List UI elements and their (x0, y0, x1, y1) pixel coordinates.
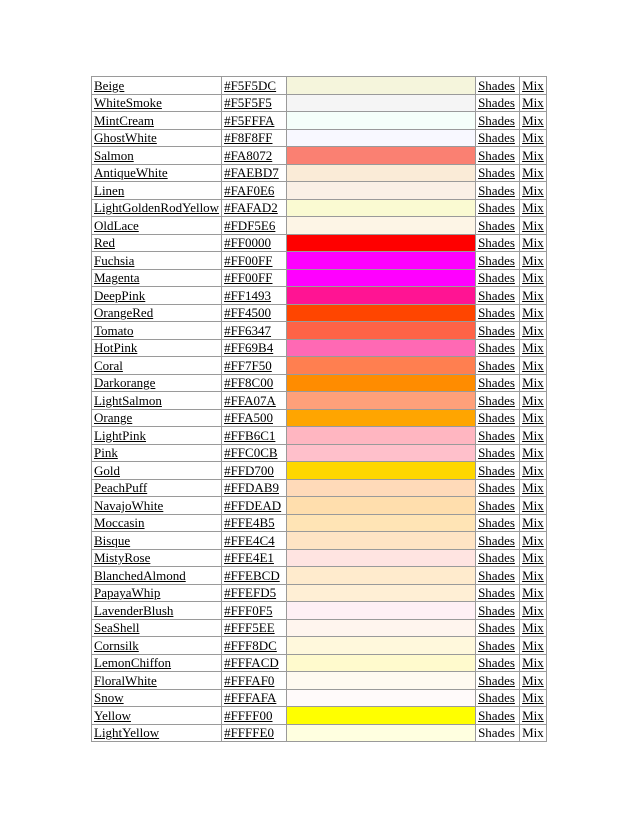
mix-link[interactable]: Mix (520, 409, 547, 427)
color-hex-link[interactable]: #FF00FF (222, 252, 287, 270)
mix-link[interactable]: Mix (520, 549, 547, 567)
mix-link[interactable]: Mix (520, 322, 547, 340)
color-swatch (287, 357, 475, 374)
color-hex-link[interactable]: #FFEBCD (222, 567, 287, 585)
color-swatch (287, 112, 475, 129)
table-row (92, 182, 547, 200)
table-row (92, 147, 547, 165)
mix-link[interactable]: Mix (520, 654, 547, 672)
table-row (92, 409, 547, 427)
shades-link[interactable]: Shades (476, 637, 520, 655)
color-swatch (287, 480, 475, 497)
shades-link[interactable]: Shades (476, 689, 520, 707)
color-name-link[interactable]: WhiteSmoke (92, 94, 222, 112)
mix-link[interactable]: Mix (520, 619, 547, 637)
mix-link[interactable]: Mix (520, 94, 547, 112)
color-hex-link[interactable]: #FAEBD7 (222, 164, 287, 182)
color-swatch-cell (287, 322, 476, 340)
color-swatch (287, 550, 475, 567)
table-row (92, 112, 547, 130)
color-name-link[interactable]: OrangeRed (92, 304, 222, 322)
color-swatch-cell (287, 497, 476, 515)
color-name-link[interactable]: Coral (92, 357, 222, 375)
color-swatch (287, 287, 475, 304)
color-name-link[interactable]: LightGoldenRodYellow (92, 199, 222, 217)
mix-link[interactable]: Mix (520, 287, 547, 305)
shades-link[interactable]: Shades (476, 164, 520, 182)
color-swatch (287, 165, 475, 182)
table-row (92, 304, 547, 322)
color-swatch (287, 725, 475, 742)
table-row (92, 497, 547, 515)
color-hex-link[interactable]: #FFEFD5 (222, 584, 287, 602)
shades-link[interactable]: Shades (476, 392, 520, 410)
color-swatch-cell (287, 654, 476, 672)
mix-link[interactable]: Mix (520, 199, 547, 217)
color-swatch-cell (287, 164, 476, 182)
color-swatch (287, 690, 475, 707)
color-swatch-cell (287, 269, 476, 287)
color-hex-link[interactable]: #FFF5EE (222, 619, 287, 637)
color-name-link[interactable]: Snow (92, 689, 222, 707)
color-swatch-cell (287, 462, 476, 480)
color-name-link[interactable]: MistyRose (92, 549, 222, 567)
color-name-link[interactable]: OldLace (92, 217, 222, 235)
shades-link[interactable]: Shades (476, 514, 520, 532)
color-hex-link[interactable]: #FF7F50 (222, 357, 287, 375)
color-name-link[interactable]: Beige (92, 77, 222, 95)
shades-link[interactable]: Shades (476, 304, 520, 322)
shades-link[interactable]: Shades (476, 602, 520, 620)
color-name-link[interactable]: AntiqueWhite (92, 164, 222, 182)
color-hex-link[interactable]: #FFE4B5 (222, 514, 287, 532)
color-swatch-cell (287, 409, 476, 427)
color-hex-link[interactable]: #FF6347 (222, 322, 287, 340)
color-swatch-cell (287, 77, 476, 95)
color-swatch-cell (287, 637, 476, 655)
shades-link[interactable]: Shades (476, 322, 520, 340)
shades-link[interactable]: Shades (476, 549, 520, 567)
shades-link[interactable]: Shades (476, 619, 520, 637)
color-swatch (287, 305, 475, 322)
shades-link[interactable]: Shades (476, 129, 520, 147)
table-row (92, 252, 547, 270)
mix-link[interactable]: Mix (520, 129, 547, 147)
color-swatch (287, 147, 475, 164)
color-name-link[interactable]: LemonChiffon (92, 654, 222, 672)
color-swatch (287, 707, 475, 724)
shades-link[interactable]: Shades (476, 444, 520, 462)
mix-link[interactable]: Mix (520, 392, 547, 410)
mix-link[interactable]: Mix (520, 707, 547, 725)
color-swatch-cell (287, 112, 476, 130)
color-name-link[interactable]: MintCream (92, 112, 222, 130)
table-row (92, 602, 547, 620)
color-hex-link[interactable]: #FFB6C1 (222, 427, 287, 445)
table-row (92, 94, 547, 112)
mix-link[interactable]: Mix (520, 252, 547, 270)
color-swatch-cell (287, 514, 476, 532)
color-hex-link[interactable]: #FFFF00 (222, 707, 287, 725)
color-swatch-cell (287, 304, 476, 322)
color-hex-link[interactable]: #FFF0F5 (222, 602, 287, 620)
mix-link[interactable]: Mix (520, 689, 547, 707)
color-swatch-cell (287, 94, 476, 112)
color-swatch-cell (287, 182, 476, 200)
color-name-link[interactable]: Yellow (92, 707, 222, 725)
color-swatch-cell (287, 549, 476, 567)
color-name-link[interactable]: GhostWhite (92, 129, 222, 147)
shades-link[interactable]: Shades (476, 269, 520, 287)
color-swatch-cell (287, 724, 476, 742)
mix-link[interactable]: Mix (520, 532, 547, 550)
shades-link[interactable]: Shades (476, 287, 520, 305)
color-hex-link[interactable]: #FF1493 (222, 287, 287, 305)
color-swatch-cell (287, 619, 476, 637)
color-hex-link[interactable]: #FFFFE0 (222, 724, 287, 742)
color-name-link[interactable]: Orange (92, 409, 222, 427)
mix-link[interactable]: Mix (520, 182, 547, 200)
table-row (92, 514, 547, 532)
table-row (92, 357, 547, 375)
mix-link[interactable]: Mix (520, 234, 547, 252)
table-row (92, 199, 547, 217)
mix-link[interactable]: Mix (520, 339, 547, 357)
shades-link[interactable]: Shades (476, 584, 520, 602)
shades-link[interactable]: Shades (476, 462, 520, 480)
color-swatch-cell (287, 479, 476, 497)
table-row (92, 444, 547, 462)
color-hex-link[interactable]: #FFFAF0 (222, 672, 287, 690)
color-swatch (287, 655, 475, 672)
table-row (92, 234, 547, 252)
shades-link[interactable]: Shades (476, 112, 520, 130)
color-swatch (287, 252, 475, 269)
color-swatch (287, 637, 475, 654)
color-hex-link[interactable]: #F5FFFA (222, 112, 287, 130)
color-swatch-cell (287, 374, 476, 392)
shades-link[interactable]: Shades (476, 339, 520, 357)
mix-label: Mix (520, 724, 547, 742)
shades-link[interactable]: Shades (476, 409, 520, 427)
color-name-link[interactable]: Magenta (92, 269, 222, 287)
color-swatch-cell (287, 689, 476, 707)
color-name-link[interactable]: PeachPuff (92, 479, 222, 497)
mix-link[interactable]: Mix (520, 672, 547, 690)
color-name-link[interactable]: NavajoWhite (92, 497, 222, 515)
color-swatch (287, 672, 475, 689)
color-name-link[interactable]: Bisque (92, 532, 222, 550)
shades-link[interactable]: Shades (476, 707, 520, 725)
mix-link[interactable]: Mix (520, 112, 547, 130)
color-name-link[interactable]: Pink (92, 444, 222, 462)
table-row (92, 374, 547, 392)
color-swatch (287, 532, 475, 549)
table-row (92, 427, 547, 445)
color-swatch (287, 567, 475, 584)
color-swatch-cell (287, 217, 476, 235)
color-swatch (287, 77, 475, 94)
table-row (92, 532, 547, 550)
shades-link[interactable]: Shades (476, 182, 520, 200)
table-row (92, 707, 547, 725)
mix-link[interactable]: Mix (520, 444, 547, 462)
color-swatch (287, 130, 475, 147)
mix-link[interactable]: Mix (520, 462, 547, 480)
table-row (92, 549, 547, 567)
color-hex-link[interactable]: #F5F5DC (222, 77, 287, 95)
color-hex-link[interactable]: #FFA500 (222, 409, 287, 427)
color-swatch (287, 217, 475, 234)
color-name-link[interactable]: LightYellow (92, 724, 222, 742)
color-hex-link[interactable]: #FAFAD2 (222, 199, 287, 217)
table-row (92, 269, 547, 287)
color-hex-link[interactable]: #FFFACD (222, 654, 287, 672)
color-hex-link[interactable]: #FFDEAD (222, 497, 287, 515)
mix-link[interactable]: Mix (520, 164, 547, 182)
color-swatch (287, 620, 475, 637)
color-swatch (287, 497, 475, 514)
table-row (92, 567, 547, 585)
color-name-link[interactable]: Red (92, 234, 222, 252)
color-swatch-cell (287, 567, 476, 585)
color-hex-link[interactable]: #FFD700 (222, 462, 287, 480)
shades-link[interactable]: Shades (476, 234, 520, 252)
mix-link[interactable]: Mix (520, 77, 547, 95)
color-swatch-cell (287, 602, 476, 620)
color-swatch (287, 445, 475, 462)
table-row (92, 724, 547, 742)
color-hex-link[interactable]: #FA8072 (222, 147, 287, 165)
mix-link[interactable]: Mix (520, 147, 547, 165)
color-name-link[interactable]: PapayaWhip (92, 584, 222, 602)
color-name-link[interactable]: LavenderBlush (92, 602, 222, 620)
shades-link[interactable]: Shades (476, 94, 520, 112)
color-hex-link[interactable]: #F8F8FF (222, 129, 287, 147)
color-swatch (287, 322, 475, 339)
table-row (92, 129, 547, 147)
color-swatch (287, 515, 475, 532)
table-row (92, 619, 547, 637)
mix-link[interactable]: Mix (520, 304, 547, 322)
color-swatch (287, 95, 475, 112)
color-rows (92, 77, 547, 742)
table-row (92, 654, 547, 672)
color-swatch (287, 427, 475, 444)
table-row (92, 672, 547, 690)
color-swatch (287, 182, 475, 199)
color-swatch (287, 602, 475, 619)
mix-link[interactable]: Mix (520, 584, 547, 602)
color-hex-link[interactable]: #FF4500 (222, 304, 287, 322)
shades-link[interactable]: Shades (476, 427, 520, 445)
shades-link[interactable]: Shades (476, 567, 520, 585)
table-row (92, 392, 547, 410)
mix-link[interactable]: Mix (520, 497, 547, 515)
table-row (92, 287, 547, 305)
table-row (92, 77, 547, 95)
table-row (92, 322, 547, 340)
color-hex-link[interactable]: #FF0000 (222, 234, 287, 252)
color-hex-link[interactable]: #FFA07A (222, 392, 287, 410)
table-row (92, 479, 547, 497)
color-name-link[interactable]: BlanchedAlmond (92, 567, 222, 585)
color-swatch (287, 200, 475, 217)
color-swatch-cell (287, 427, 476, 445)
mix-link[interactable]: Mix (520, 427, 547, 445)
color-swatch (287, 585, 475, 602)
color-swatch-cell (287, 339, 476, 357)
color-hex-link[interactable]: #FFE4C4 (222, 532, 287, 550)
table-row (92, 217, 547, 235)
color-name-link[interactable]: Salmon (92, 147, 222, 165)
table-row (92, 164, 547, 182)
color-hex-link[interactable]: #FF00FF (222, 269, 287, 287)
mix-link[interactable]: Mix (520, 269, 547, 287)
color-name-link[interactable]: Darkorange (92, 374, 222, 392)
color-name-link[interactable]: SeaShell (92, 619, 222, 637)
color-hex-link[interactable]: #FFC0CB (222, 444, 287, 462)
shades-link[interactable]: Shades (476, 252, 520, 270)
color-hex-link[interactable]: #FFDAB9 (222, 479, 287, 497)
shades-link[interactable]: Shades (476, 479, 520, 497)
mix-link[interactable]: Mix (520, 567, 547, 585)
color-swatch-cell (287, 147, 476, 165)
color-name-link[interactable]: Tomato (92, 322, 222, 340)
color-swatch-cell (287, 532, 476, 550)
color-swatch-cell (287, 252, 476, 270)
color-hex-link[interactable]: #FFF8DC (222, 637, 287, 655)
shades-link[interactable]: Shades (476, 654, 520, 672)
color-hex-link[interactable]: #FFE4E1 (222, 549, 287, 567)
color-name-link[interactable]: Fuchsia (92, 252, 222, 270)
color-name-link[interactable]: FloralWhite (92, 672, 222, 690)
mix-link[interactable]: Mix (520, 374, 547, 392)
color-hex-link[interactable]: #FFFAFA (222, 689, 287, 707)
color-swatch-cell (287, 357, 476, 375)
color-name-link[interactable]: Moccasin (92, 514, 222, 532)
shades-link[interactable]: Shades (476, 217, 520, 235)
color-table (91, 76, 547, 742)
color-swatch-cell (287, 199, 476, 217)
color-swatch (287, 392, 475, 409)
color-swatch-cell (287, 584, 476, 602)
color-swatch-cell (287, 234, 476, 252)
shades-link[interactable]: Shades (476, 357, 520, 375)
color-hex-link[interactable]: #FAF0E6 (222, 182, 287, 200)
color-swatch-cell (287, 129, 476, 147)
color-swatch-cell (287, 444, 476, 462)
color-swatch-cell (287, 287, 476, 305)
shades-link[interactable]: Shades (476, 147, 520, 165)
color-name-link[interactable]: DeepPink (92, 287, 222, 305)
color-swatch-cell (287, 392, 476, 410)
color-name-link[interactable]: LightSalmon (92, 392, 222, 410)
color-swatch-cell (287, 672, 476, 690)
mix-link[interactable]: Mix (520, 479, 547, 497)
table-row (92, 689, 547, 707)
shades-link[interactable]: Shades (476, 77, 520, 95)
color-swatch (287, 340, 475, 357)
shades-link[interactable]: Shades (476, 497, 520, 515)
color-hex-link[interactable]: #F5F5F5 (222, 94, 287, 112)
shades-link[interactable]: Shades (476, 532, 520, 550)
mix-link[interactable]: Mix (520, 217, 547, 235)
shades-label: Shades (476, 724, 520, 742)
table-row (92, 339, 547, 357)
color-swatch (287, 410, 475, 427)
color-swatch (287, 235, 475, 252)
color-name-link[interactable]: LightPink (92, 427, 222, 445)
color-hex-link[interactable]: #FF69B4 (222, 339, 287, 357)
color-name-link[interactable]: Linen (92, 182, 222, 200)
table-row (92, 462, 547, 480)
color-name-link[interactable]: HotPink (92, 339, 222, 357)
color-swatch (287, 270, 475, 287)
color-name-link[interactable]: Cornsilk (92, 637, 222, 655)
mix-link[interactable]: Mix (520, 602, 547, 620)
shades-link[interactable]: Shades (476, 672, 520, 690)
color-swatch-cell (287, 707, 476, 725)
shades-link[interactable]: Shades (476, 374, 520, 392)
color-swatch (287, 375, 475, 392)
table-row (92, 637, 547, 655)
color-hex-link[interactable]: #FF8C00 (222, 374, 287, 392)
mix-link[interactable]: Mix (520, 514, 547, 532)
color-hex-link[interactable]: #FDF5E6 (222, 217, 287, 235)
color-swatch (287, 462, 475, 479)
shades-link[interactable]: Shades (476, 199, 520, 217)
mix-link[interactable]: Mix (520, 637, 547, 655)
color-name-link[interactable]: Gold (92, 462, 222, 480)
mix-link[interactable]: Mix (520, 357, 547, 375)
table-row (92, 584, 547, 602)
